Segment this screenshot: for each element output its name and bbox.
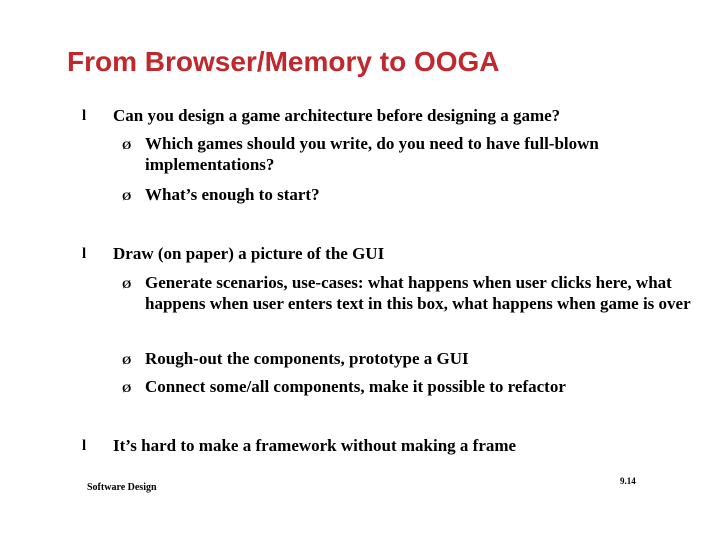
bullet-marker: l — [82, 246, 87, 262]
sub-bullet-marker: Ø — [122, 353, 132, 367]
sub-bullet-marker: Ø — [122, 277, 132, 291]
sub-bullet-item: Generate scenarios, use-cases: what happens when user clicks here, what happens when user enters text in this box, what happens when game is over — [145, 273, 691, 313]
sub-bullet-marker: Ø — [122, 189, 132, 203]
sub-bullet-item: Which games should you write, do you need to have full-blown implementations? — [145, 134, 599, 174]
sub-bullet-item: What’s enough to start? — [145, 185, 320, 204]
footer-course: Software Design — [87, 482, 157, 493]
sub-bullet-marker: Ø — [122, 138, 132, 152]
sub-bullet-item: Connect some/all components, make it possible to refactor — [145, 377, 566, 396]
bullet-item: Can you design a game architecture before designing a game? — [113, 106, 561, 125]
bullet-item: It’s hard to make a framework without making a frame — [113, 436, 517, 455]
footer-page-number: 9.14 — [620, 476, 636, 486]
bullet-marker: l — [82, 108, 87, 124]
bullet-marker: l — [82, 438, 87, 454]
sub-bullet-marker: Ø — [122, 381, 132, 395]
sub-bullet-item: Rough-out the components, prototype a GUI — [145, 349, 469, 368]
slide-title: From Browser/Memory to OOGA — [67, 46, 500, 77]
bullet-item: Draw (on paper) a picture of the GUI — [113, 244, 385, 263]
